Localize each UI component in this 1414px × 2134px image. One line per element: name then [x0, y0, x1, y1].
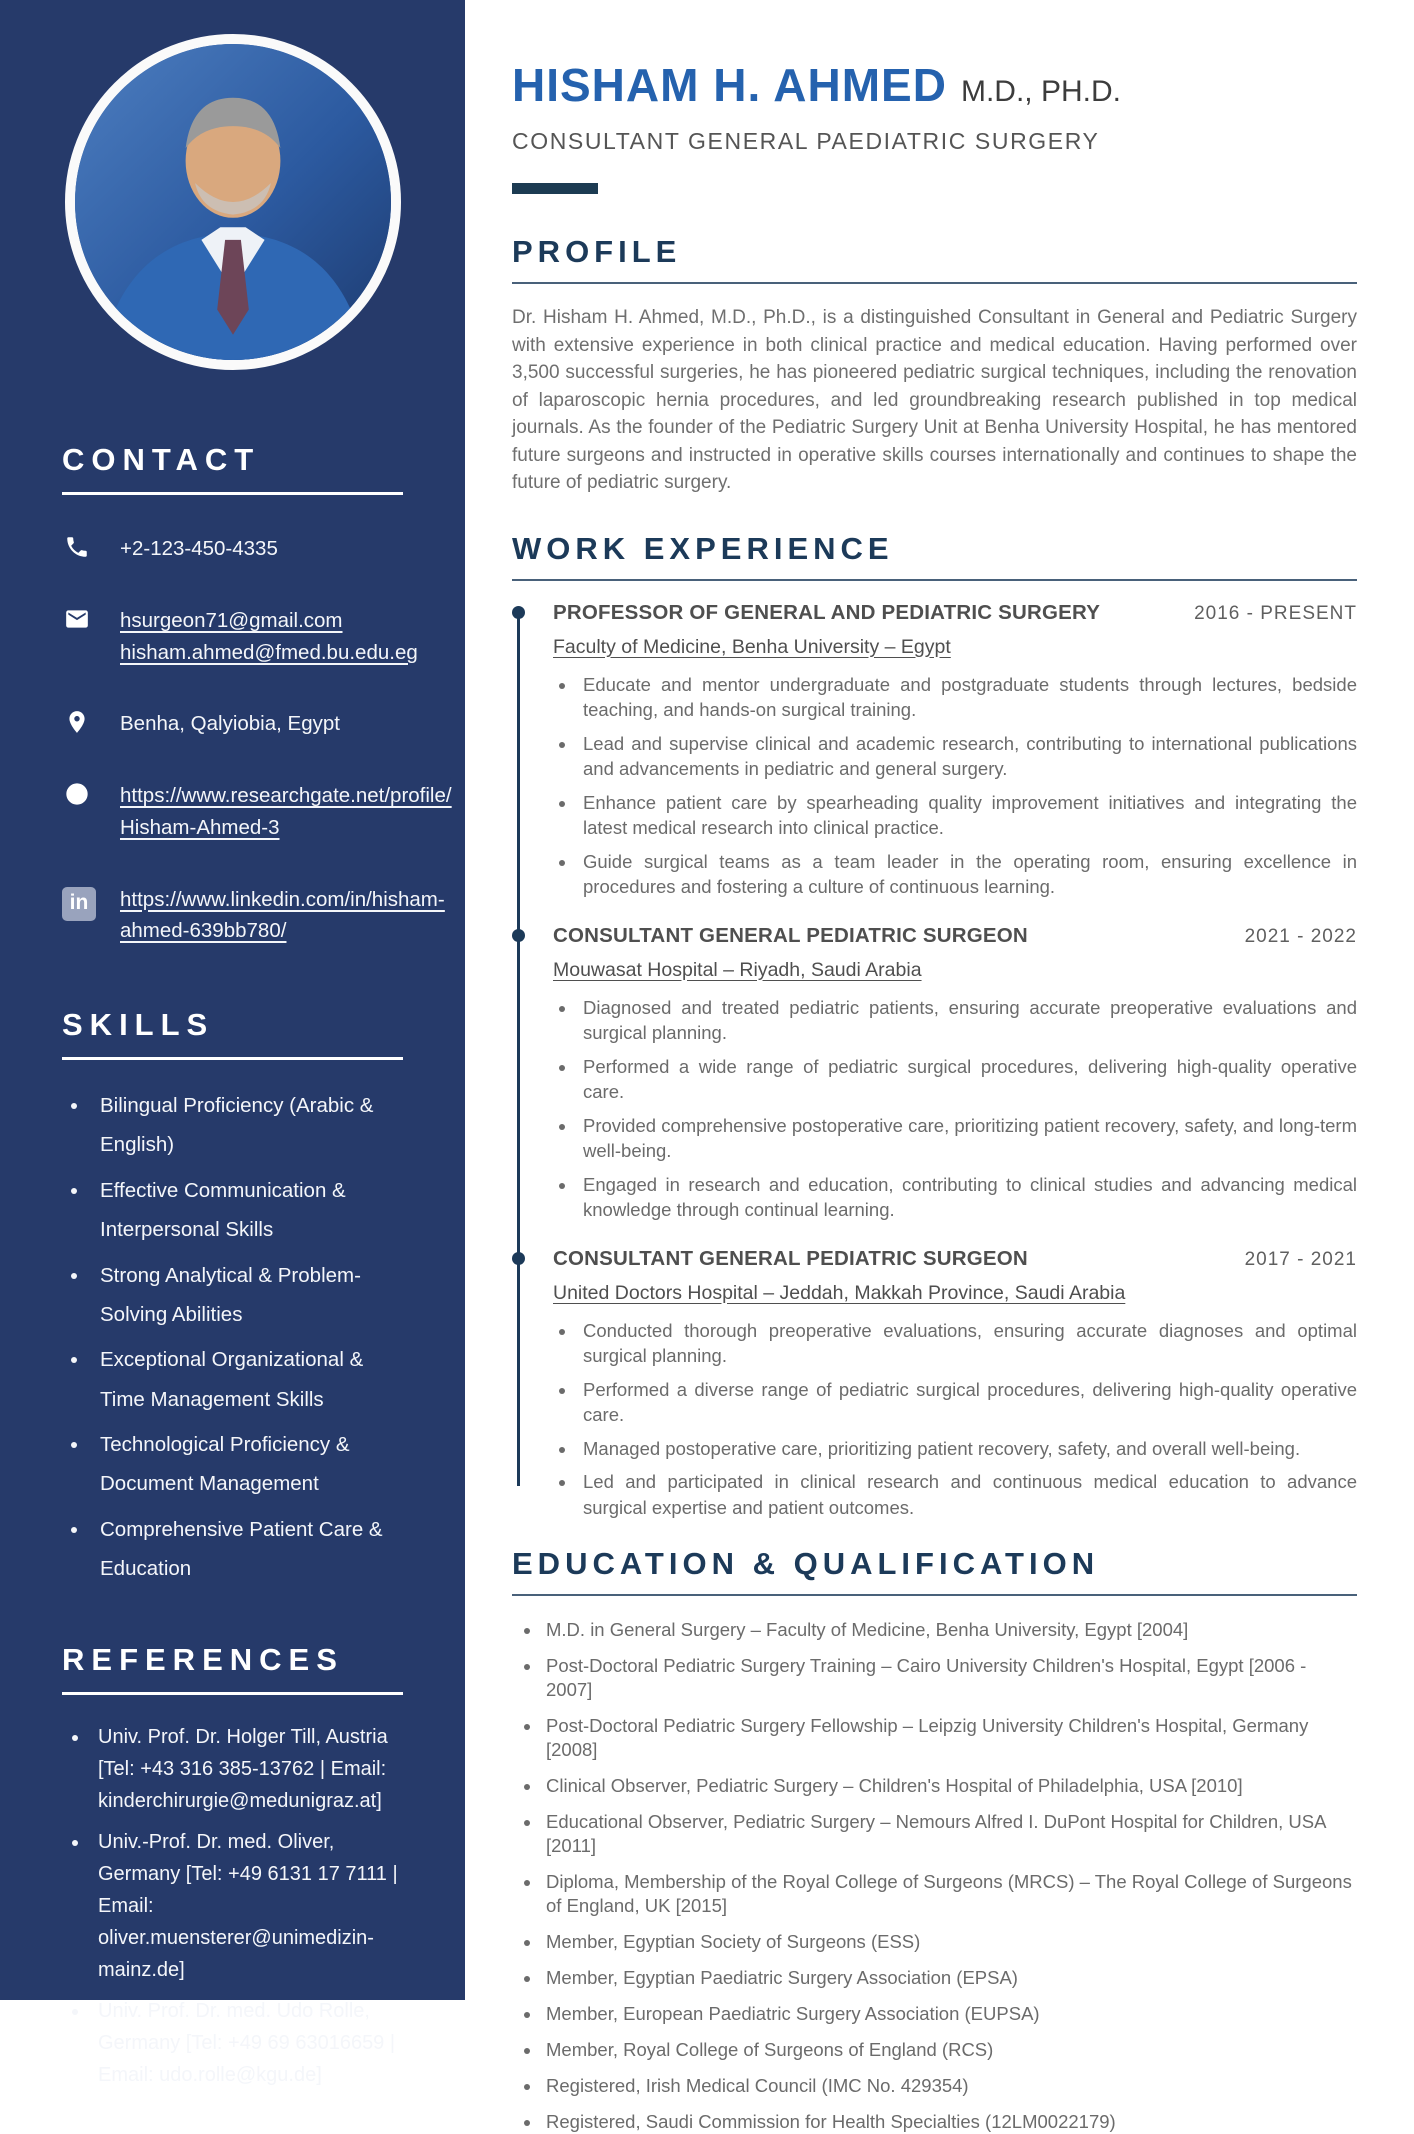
job-bullet: • Performed a wide range of pediatric surgical procedures, delivering high-quality operative care.	[577, 1054, 1357, 1105]
education-item: • Member, Egyptian Paediatric Surgery Association (EPSA)	[542, 1966, 1357, 1990]
job-entry	[553, 601, 1357, 900]
globe-icon	[62, 781, 92, 807]
avatar	[65, 34, 401, 370]
job-bullet: • Managed postoperative care, prioritizing patient recovery, safety, and overall well-being.	[577, 1436, 1357, 1462]
education-item: • M.D. in General Surgery – Faculty of Medicine, Benha University, Egypt [2004]	[542, 1618, 1357, 1642]
contact-title: CONTACT	[62, 442, 261, 477]
location-text: Benha, Qalyiobia, Egypt	[120, 712, 340, 736]
job-bullet: • Provided comprehensive postoperative care, prioritizing patient recovery, safety, and long-term well-being.	[577, 1113, 1357, 1164]
linkedin-link[interactable]: https://www.linkedin.com/in/hisham- ahmed-639bb780/	[120, 887, 445, 943]
job-title: CONSULTANT GENERAL PEDIATRIC SURGEON	[553, 923, 1028, 947]
education-item: • Member, European Paediatric Surgery Association (EUPSA)	[542, 2002, 1357, 2026]
job-dates: 2016 - PRESENT	[1194, 602, 1357, 624]
linkedin-icon: in	[62, 887, 96, 921]
reference-item: • Univ. Prof. Dr. med. Udo Rolle, Germany [Tel: +49 69 63016659 | Email: udo.rolle@kgu.de]	[90, 1995, 403, 2091]
job-title: PROFESSOR OF GENERAL AND PEDIATRIC SURGERY	[553, 600, 1101, 624]
education-item: • Registered, Saudi Commission for Health Specialties (12LM0022179)	[542, 2110, 1357, 2134]
email-link-primary[interactable]: hsurgeon71@gmail.com	[120, 608, 343, 632]
linkedin-row	[62, 884, 445, 948]
job-org-link[interactable]: Faculty of Medicine, Benha University – Egypt	[553, 635, 951, 658]
work-experience-section	[512, 531, 1357, 1521]
job-bullet: • Performed a diverse range of pediatric surgical procedures, delivering high-quality operative care.	[577, 1377, 1357, 1428]
skills-section	[62, 1007, 403, 1588]
job-bullet: • Educate and mentor undergraduate and postgraduate students through lectures, bedside teaching, and hands-on surgical training.	[577, 672, 1357, 723]
skill-item: • Effective Communication & Interpersonal Skills	[90, 1171, 403, 1250]
email-link-secondary[interactable]: hisham.ahmed@fmed.bu.edu.eg	[120, 640, 418, 664]
job-subtitle: CONSULTANT GENERAL PAEDIATRIC SURGERY	[512, 128, 1100, 154]
phone-icon	[62, 534, 92, 560]
references-list	[62, 1721, 403, 2091]
credentials: M.D., PH.D.	[960, 75, 1121, 108]
job-bullet-list	[553, 672, 1357, 900]
job-bullet: • Guide surgical teams as a team leader in the operating room, ensuring excellence in procedures and fostering a culture of continuous learning.	[577, 849, 1357, 900]
job-org-link[interactable]: Mouwasat Hospital – Riyadh, Saudi Arabia	[553, 958, 922, 981]
education-title: EDUCATION & QUALIFICATION	[512, 1546, 1100, 1581]
sidebar	[0, 0, 465, 2087]
education-list	[512, 1618, 1357, 2134]
education-item: • Member, Egyptian Society of Surgeons (ESS)	[542, 1930, 1357, 1954]
skill-item: • Bilingual Proficiency (Arabic & English)	[90, 1086, 403, 1165]
location-pin-icon	[62, 709, 92, 735]
job-dates: 2021 - 2022	[1244, 925, 1357, 947]
references-section	[62, 1642, 403, 2091]
skill-item: • Comprehensive Patient Care & Education	[90, 1510, 403, 1589]
skills-list	[62, 1086, 403, 1588]
reference-item: • Univ.-Prof. Dr. med. Oliver, Germany [Tel: +49 6131 17 7111 | Email: oliver.muensterer@unimedizin-mainz.de]	[90, 1826, 403, 1986]
profile-title: PROFILE	[512, 234, 682, 269]
work-timeline	[512, 601, 1357, 1521]
researchgate-row	[62, 780, 452, 844]
job-bullet: • Diagnosed and treated pediatric patients, ensuring accurate preoperative evaluations and surgical planning.	[577, 995, 1357, 1046]
page-title: HISHAM H. AHMED	[512, 59, 947, 111]
work-divider	[512, 579, 1357, 581]
skill-item: • Exceptional Organizational & Time Management Skills	[90, 1340, 403, 1419]
profile-text: Dr. Hisham H. Ahmed, M.D., Ph.D., is a distinguished Consultant in General and Pediatric Surgery with extensive experience in both clinical practice and medical education. Having performed over 3,500 successful surgeries, he has pioneered pediatric surgical techniques, including the renovation of laparoscopic hernia procedures, and led groundbreaking research published in top medical journals. As the founder of the Pediatric Surgery Unit at Benha University Hospital, he has mentored future surgeons and instructed in operative skills courses internationally and continues to shape the future of pediatric surgery.	[512, 307, 1357, 493]
job-bullet-list	[553, 995, 1357, 1223]
job-bullet: • Conducted thorough preoperative evaluations, ensuring accurate diagnoses and optimal surgical planning.	[577, 1318, 1357, 1369]
education-item: • Clinical Observer, Pediatric Surgery – Children's Hospital of Philadelphia, USA [2010]	[542, 1774, 1357, 1798]
job-bullet: • Engaged in research and education, contributing to clinical studies and advancing medical knowledge through continual learning.	[577, 1172, 1357, 1223]
job-org-link[interactable]: United Doctors Hospital – Jeddah, Makkah Province, Saudi Arabia	[553, 1281, 1126, 1304]
title-accent-bar	[512, 183, 598, 194]
job-bullet-list	[553, 1318, 1357, 1521]
email-row	[62, 605, 418, 669]
email-icon	[62, 606, 92, 632]
job-dates: 2017 - 2021	[1244, 1248, 1357, 1270]
profile-divider	[512, 282, 1357, 284]
skill-item: • Technological Proficiency & Document Management	[90, 1425, 403, 1504]
skills-divider	[62, 1057, 403, 1060]
job-title: CONSULTANT GENERAL PEDIATRIC SURGEON	[553, 1246, 1028, 1270]
skills-title: SKILLS	[62, 1007, 215, 1043]
education-item: • Member, Royal College of Surgeons of England (RCS)	[542, 2038, 1357, 2062]
contact-divider	[62, 492, 403, 495]
contact-section	[62, 442, 452, 947]
profile-section	[512, 234, 1357, 497]
education-divider	[512, 1594, 1357, 1596]
location-row	[62, 708, 403, 740]
education-section	[512, 1546, 1357, 2134]
references-divider	[62, 1692, 403, 1695]
job-bullet: • Lead and supervise clinical and academic research, contributing to international publications and advancements in pediatric and general surgery.	[577, 731, 1357, 782]
main-content	[465, 0, 1414, 2132]
job-entry	[553, 1247, 1357, 1521]
job-bullet: • Led and participated in clinical research and continuous medical education to advance surgical expertise and patient outcomes.	[577, 1469, 1357, 1520]
education-item: • Post-Doctoral Pediatric Surgery Fellowship – Leipzig University Children's Hospital, Germany [2008]	[542, 1714, 1357, 1762]
education-item: • Registered, Irish Medical Council (IMC No. 429354)	[542, 2074, 1357, 2098]
job-entry	[553, 924, 1357, 1223]
job-bullet: • Enhance patient care by spearheading quality improvement initiatives and integrating the latest medical research into clinical practice.	[577, 790, 1357, 841]
researchgate-link[interactable]: https://www.researchgate.net/profile/ Hisham-Ahmed-3	[120, 784, 452, 839]
phone-number: +2-123-450-4335	[120, 537, 278, 560]
education-item: • Educational Observer, Pediatric Surgery – Nemours Alfred I. DuPont Hospital for Children, USA [2011]	[542, 1810, 1357, 1858]
avatar-portrait-graphic	[75, 44, 391, 360]
education-item: • Post-Doctoral Pediatric Surgery Training – Cairo University Children's Hospital, Egypt [2006 - 2007]	[542, 1654, 1357, 1702]
header	[512, 58, 1357, 194]
references-title: REFERENCES	[62, 1642, 344, 1678]
reference-item: • Univ. Prof. Dr. Holger Till, Austria [Tel: +43 316 385-13762 | Email: kinderchirurgie@medunigraz.at]	[90, 1721, 403, 1817]
work-experience-title: WORK EXPERIENCE	[512, 530, 894, 566]
education-item: • Diploma, Membership of the Royal College of Surgeons (MRCS) – The Royal College of Surgeons of England, UK [2015]	[542, 1870, 1357, 1918]
skill-item: • Strong Analytical & Problem-Solving Abilities	[90, 1256, 403, 1335]
phone-row	[62, 533, 403, 565]
